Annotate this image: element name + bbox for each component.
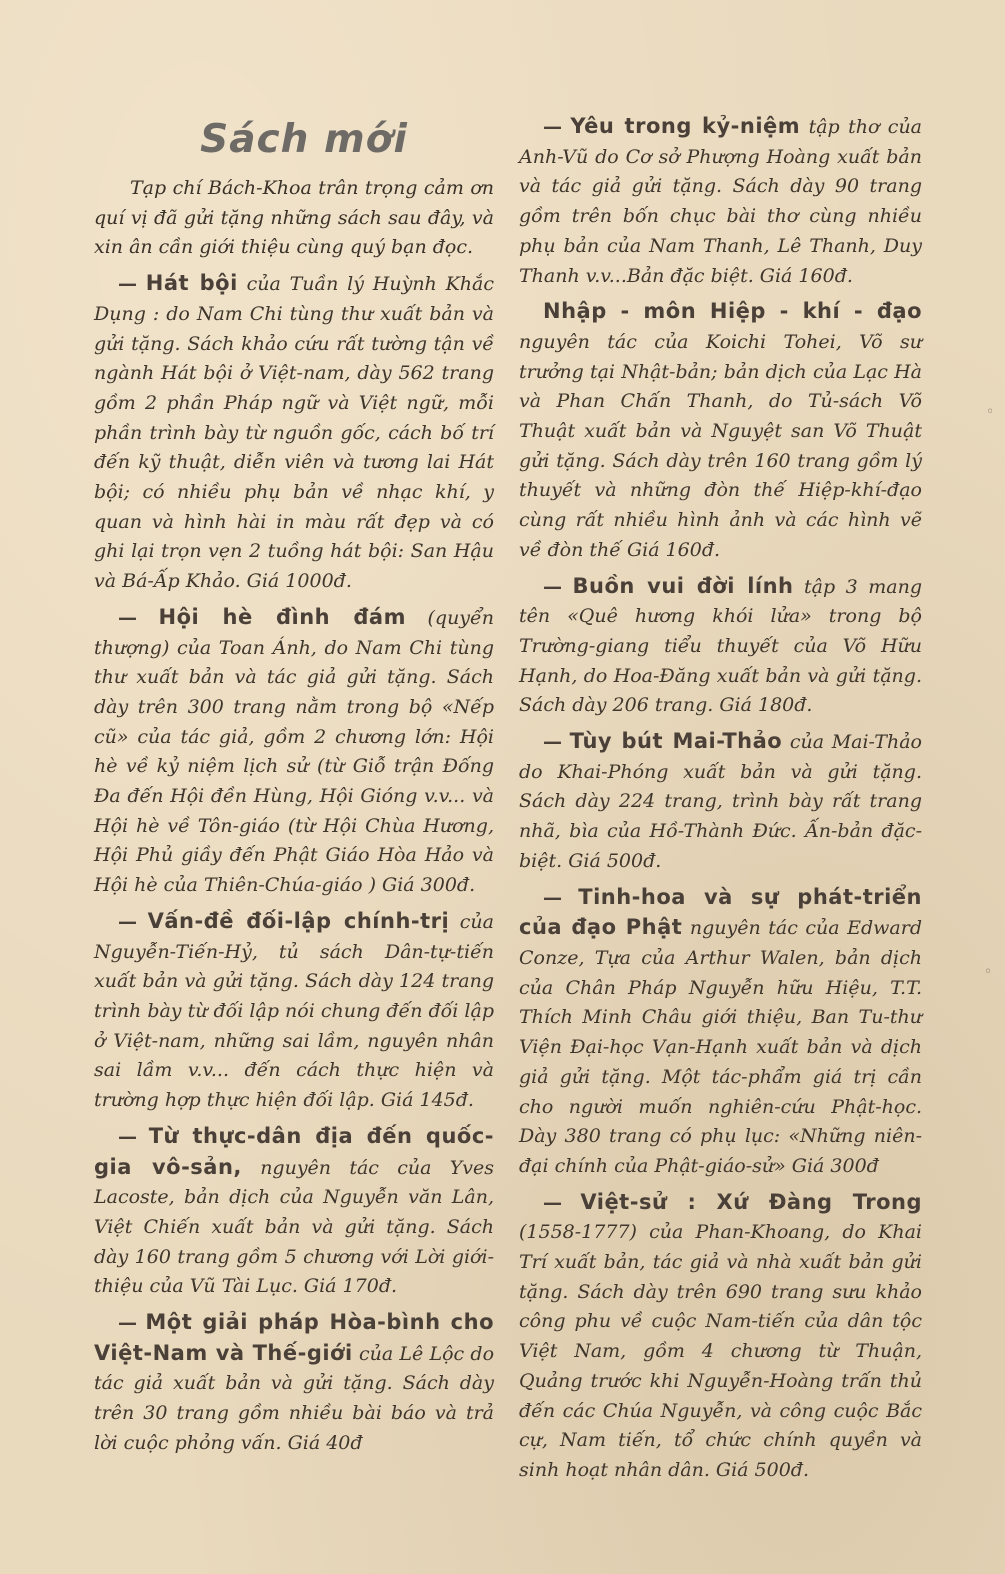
book-description: nguyên tác của Koichi Tohei, Võ sư trưởng tại Nhật-bản; bản dịch của Lạc Hà và Phan Chấn Thanh, do Tủ-sách Võ Thuật xuất bản và Nguyệt san Võ Thuật gửi tặng. Sách dày trên 160 trang gồm lý thuyết và những đòn thế Hiệp-khí-đạo cùng rất nhiều hình ảnh và các hình vẽ về đòn thế Giá 160đ.	[519, 330, 922, 561]
book-description: của Nguyễn-Tiến-Hỷ, tủ sách Dân-tự-tiến xuất bản và gửi tặng. Sách dày 124 trang trình bày từ đối lập nói chung đến đối lập ở Việt-nam, những sai lầm, nguyên nhân sai lầm v.v... đến cách thực hiện và trường hợp thực hiện đối lập. Giá 145đ.	[94, 910, 494, 1112]
book-description: của Lê Lộc do tác giả xuất bản và gửi tặng. Sách dày trên 30 trang gồm nhiều bài báo và trả lời cuộc phỏng vấn. Giá 40đ	[94, 1342, 495, 1454]
book-title: Việt-sử : Xứ Đàng Trong	[580, 1189, 922, 1214]
right-column	[519, 112, 922, 1492]
book-title: Nhập - môn Hiệp - khí - đạo	[543, 299, 922, 324]
entry-dash: —	[118, 1125, 137, 1148]
entry-dash: —	[543, 1191, 562, 1214]
binding-hole-mark: ◦	[984, 964, 993, 980]
book-entry-mot-giai-phap	[94, 1308, 494, 1459]
left-column	[94, 112, 494, 1465]
book-description: của Mai-Thảo do Khai-Phóng xuất bản và gửi tặng. Sách dày 224 trang, trình bày rất trang nhã, bìa của Hồ-Thành Đức. Ấn-bản đặc-biệt. Giá 500đ.	[519, 731, 922, 872]
book-description: tập thơ của Anh-Vũ do Cơ sở Phượng Hoàng xuất bản và tác giả gửi tặng. Sách dày 90 trang gồm trên bốn chục bài thơ cùng nhiều phụ bản của Nam Thanh, Lê Thanh, Duy Thanh v.v...Bản đặc biệt. Giá 160đ.	[519, 116, 923, 287]
entry-dash: —	[543, 575, 562, 598]
book-title: Tinh-hoa và sự phát-triển của đạo Phật	[519, 884, 922, 940]
entry-dash: —	[118, 606, 137, 629]
entry-dash: —	[118, 910, 137, 933]
entry-dash: —	[118, 273, 137, 296]
book-title: Một giải pháp Hòa-bình cho Việt-Nam và Thế-giới	[94, 1310, 494, 1365]
book-title: Yêu trong kỷ-niệm	[570, 114, 801, 138]
book-entry-buon-vui-doi-linh	[519, 572, 922, 722]
book-description: tập 3 mang tên «Quê hương khói lửa» trong bộ Trường-giang tiểu thuyết của Võ Hữu Hạnh, do Hoa-Đăng xuất bản và gửi tặng. Sách dày 206 trang. Giá 180đ.	[519, 575, 922, 717]
entry-dash: —	[543, 731, 562, 754]
book-entry-tuy-but-mai-thao	[519, 727, 922, 877]
book-entry-yeu-trong-ky-niem	[519, 112, 922, 291]
book-entry-hoi-he-dinh-dam	[94, 603, 494, 901]
book-description: (quyển thượng) của Toan Ánh, do Nam Chi tùng thư xuất bản và tác giả gửi tặng. Sách dày trên 300 trang nằm trong bộ «Nếp cũ» của tác giả, gồm 2 chương lớn: Hội hè về kỷ niệm lịch sử (từ Giỗ trận Đống Đa đến Hội đền Hùng, Hội Gióng v.v... và Hội hè về Tôn-giáo (từ Hội Chùa Hương, Hội Phủ giầy đến Phật Giáo Hòa Hảo và Hội hè của Thiên-Chúa-giáo ) Giá 300đ.	[94, 606, 494, 897]
book-entry-nhap-mon-hiep-khi-dao	[519, 297, 922, 565]
section-title: Sách mới	[200, 117, 408, 162]
book-title: Buồn vui đời lính	[572, 573, 794, 598]
entry-dash: —	[543, 886, 562, 909]
book-description: nguyên tác của Edward Conze, Tựa của Arthur Walen, bản dịch của Chân Pháp Nguyễn hữu Hiệu, T.T. Thích Minh Châu giới thiệu, Ban Tu-thư Viện Đại-học Vạn-Hạnh xuất bản và dịch giả gửi tặng. Một tác-phẩm giá trị cần cho người muốn nghiên-cứu Phật-học. Dày 380 trang có phụ lục: «Những niên-đại chính của Phật-giáo-sử» Giá 300đ	[519, 917, 922, 1177]
entry-dash: —	[543, 116, 562, 138]
book-entry-tinh-hoa-dao-phat	[519, 883, 922, 1182]
book-description: của Tuần lý Huỳnh Khắc Dụng : do Nam Chi tùng thư xuất bản và gửi tặng. Sách khảo cứu rất tường tận về ngành Hát bội ở Việt-nam, dày 562 trang gồm 2 phần Pháp ngữ và Việt ngữ, mỗi phần trình bày từ nguồn gốc, cách bố trí đến kỹ thuật, diễn viên và tương lai Hát bội; có nhiều phụ bản về nhạc khí, y quan và hình hài in màu rất đẹp và có ghi lại trọn vẹn 2 tuồng hát bội: San Hậu và Bá-Ấp Khảo. Giá 1000đ.	[94, 273, 494, 593]
book-title: Tùy bút Mai-Thảo	[569, 729, 783, 754]
binding-hole-mark: ◦	[986, 404, 995, 420]
book-entry-viet-su-xu-dang-trong	[519, 1188, 922, 1486]
book-entry-hat-boi	[94, 269, 494, 597]
book-title: Vấn-đề đối-lập chính-trị	[147, 908, 450, 933]
intro-paragraph: Tạp chí Bách-Khoa trân trọng cảm ơn quí vị đã gửi tặng những sách sau đây, và xin ân cần giới thiệu cùng quý bạn đọc.	[94, 177, 494, 259]
book-description: nguyên tác của Yves Lacoste, bản dịch của Nguyễn văn Lân, Việt Chiến xuất bản và gửi tặng. Sách dày 160 trang gồm 5 chương với Lời giới-thiệu của Vũ Tài Lục. Giá 170đ.	[94, 1156, 494, 1298]
book-title: Hát bội	[145, 271, 238, 296]
book-description: (1558-1777) của Phan-Khoang, do Khai Trí xuất bản, tác giả và nhà xuất bản gửi tặng. Sách dày trên 690 trang sưu khảo công phu về cuộc Nam-tiến của dân tộc Việt Nam, gồm 4 chương từ Thuận, Quảng trước khi Nguyễn-Hoàng trấn thủ đến các Chúa Nguyễn, và công cuộc Bắc cự, Nam tiến, tổ chức chính quyền và sinh hoạt nhân dân. Giá 500đ.	[519, 1221, 922, 1481]
book-entry-van-de-doi-lap	[94, 907, 494, 1116]
entry-dash: —	[118, 1312, 137, 1335]
book-title: Từ thực-dân địa đến quốc-gia vô-sản,	[94, 1123, 494, 1179]
book-entry-tu-thuc-dan-dia	[94, 1122, 494, 1302]
book-title: Hội hè đình đám	[158, 604, 406, 629]
